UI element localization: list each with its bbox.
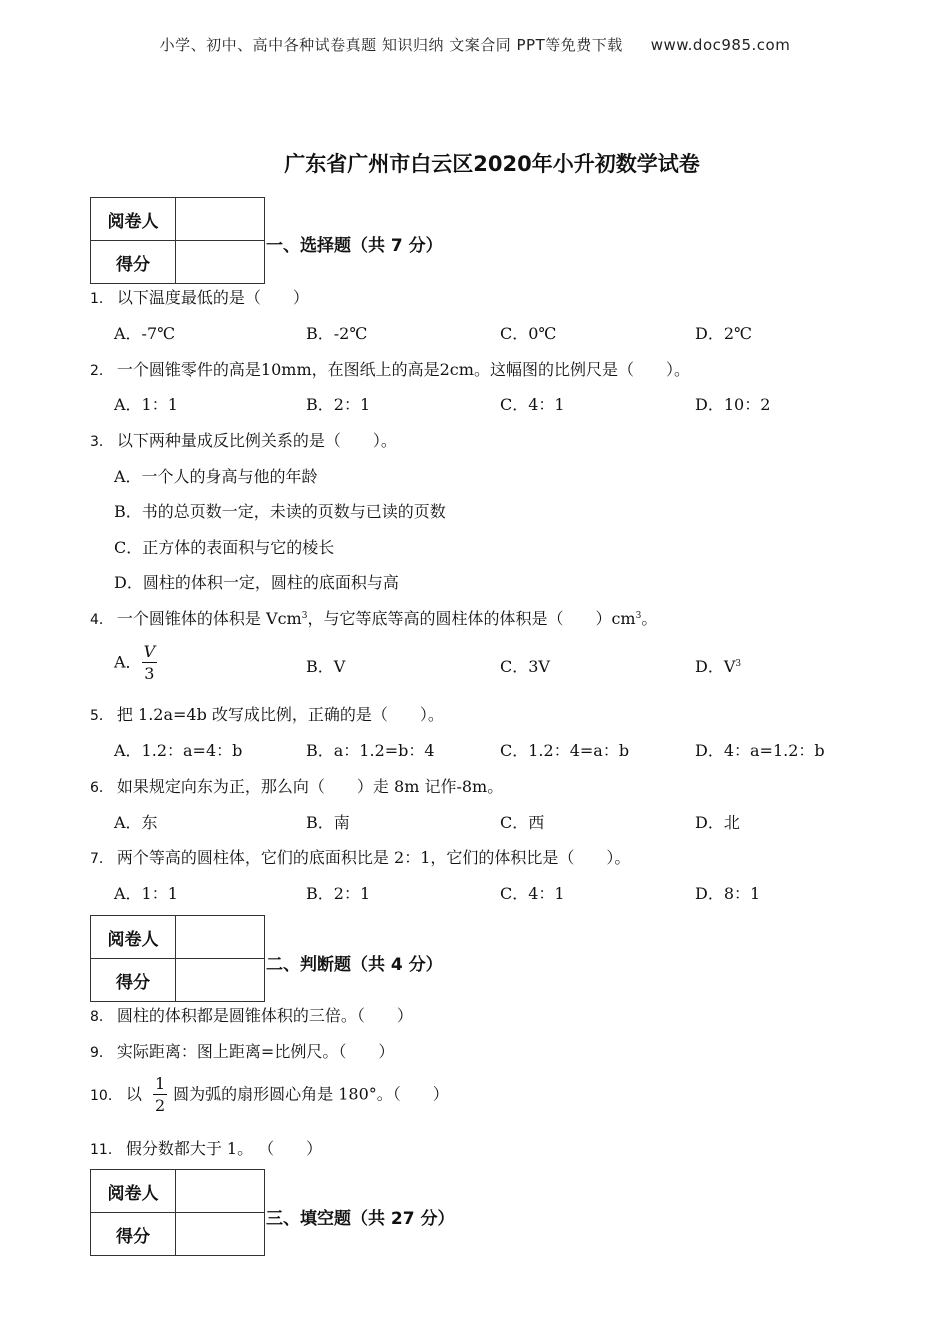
option: D．4：a=1.2：b: [695, 741, 825, 760]
option: [695, 654, 741, 677]
option: D．圆柱的体积一定，圆柱的底面积与高: [114, 573, 399, 592]
reviewer-label: 阅卷人: [91, 198, 176, 241]
option: B．2：1: [306, 395, 371, 414]
superscript: 3: [735, 659, 742, 669]
question-text: 实际距离：图上距离=比例尺。（ ）: [116, 1042, 395, 1061]
question-text: 把 1.2a=4b 改写成比例，正确的是（ ）。: [116, 705, 444, 724]
score-table: [90, 915, 265, 1002]
question-text: 以下两种量成反比例关系的是（ ）。: [116, 431, 397, 450]
superscript: 3: [635, 611, 642, 621]
page-title: 广东省广州市白云区2020年小升初数学试卷: [284, 152, 700, 176]
option: C．4：1: [500, 395, 565, 414]
score-cell: [176, 241, 265, 284]
question: [90, 285, 309, 308]
question: [90, 606, 657, 629]
question-text: ，与它等底等高的圆柱体的体积是（ ）cm: [307, 609, 636, 628]
section-heading: 三、填空题（共 27 分）: [266, 1209, 455, 1229]
option: C．西: [500, 813, 545, 832]
banner-url[interactable]: www.doc985.com: [650, 36, 791, 54]
option: C．4：1: [500, 884, 565, 903]
question-text: 一个圆锥零件的高是10mm，在图纸上的高是2cm。这幅图的比例尺是（ ）。: [116, 360, 690, 379]
question: [90, 1136, 322, 1159]
option: C．1.2：4=a：b: [500, 741, 630, 760]
fraction-denominator: 3: [144, 664, 155, 683]
question-number: 4．: [90, 612, 113, 628]
section-heading: 一、选择题（共 7 分）: [266, 236, 443, 256]
question-number: 3．: [90, 434, 113, 450]
reviewer-label: 阅卷人: [91, 916, 176, 959]
option-text: D．V: [695, 657, 736, 676]
question: [90, 845, 630, 868]
option: D．2℃: [695, 324, 752, 343]
option: C．0℃: [500, 324, 557, 343]
question-text: 圆为弧的扇形圆心角是 180°。（ ）: [173, 1084, 449, 1104]
question-number: 5．: [90, 708, 113, 724]
option-label: A．: [114, 652, 142, 672]
option: A．-7℃: [114, 324, 176, 343]
option: B．南: [306, 813, 350, 832]
question: [90, 357, 690, 380]
option: A．1.2：a=4：b: [114, 741, 243, 760]
score-table: [90, 197, 265, 284]
option: A．1：1: [114, 395, 178, 414]
fraction-numerator: V: [143, 642, 156, 661]
option: A．一个人的身高与他的年龄: [114, 467, 318, 486]
question-text: 假分数都大于 1。 （ ）: [125, 1139, 323, 1158]
question-number: 6．: [90, 780, 113, 796]
question-number: 11．: [90, 1142, 122, 1158]
reviewer-cell: [176, 198, 265, 241]
question: [90, 1003, 413, 1026]
question-text: 如果规定向东为正，那么向（ ）走 8m 记作-8m。: [116, 777, 504, 796]
question-text: 一个圆锥体的体积是 Vcm: [116, 609, 302, 628]
option: B．a：1.2=b：4: [306, 741, 435, 760]
question-text: 两个等高的圆柱体，它们的底面积比是 2：1，它们的体积比是（ ）。: [116, 848, 631, 867]
question-number: 7．: [90, 851, 113, 867]
score-label: 得分: [91, 959, 176, 1002]
question: [90, 1039, 394, 1062]
question-number: 9．: [90, 1045, 113, 1061]
question-number: 1．: [90, 291, 113, 307]
fraction: [153, 1076, 167, 1114]
score-label: 得分: [91, 1213, 176, 1256]
fraction: [142, 644, 158, 682]
question-number: 2．: [90, 363, 113, 379]
option: D．8：1: [695, 884, 761, 903]
score-cell: [176, 959, 265, 1002]
option: B．V: [306, 657, 346, 676]
option: A．1：1: [114, 884, 178, 903]
reviewer-label: 阅卷人: [91, 1170, 176, 1213]
score-cell: [176, 1213, 265, 1256]
option: D．10：2: [695, 395, 771, 414]
question: [90, 774, 503, 797]
question: [90, 1076, 449, 1114]
site-banner: [0, 34, 950, 55]
option: D．北: [695, 813, 740, 832]
question-text: 以下温度最低的是（ ）: [116, 288, 309, 307]
option: [114, 644, 157, 682]
question-number: 10．: [90, 1087, 122, 1104]
section-heading: 二、判断题（共 4 分）: [266, 955, 443, 975]
score-table: [90, 1169, 265, 1256]
score-label: 得分: [91, 241, 176, 284]
option: C．正方体的表面积与它的棱长: [114, 538, 335, 557]
question: [90, 702, 444, 725]
question-text: 以: [125, 1084, 142, 1104]
question-text: 。: [641, 609, 658, 628]
option: A．东: [114, 813, 158, 832]
reviewer-cell: [176, 1170, 265, 1213]
option: B．-2℃: [306, 324, 368, 343]
reviewer-cell: [176, 916, 265, 959]
question-number: 8．: [90, 1009, 113, 1025]
fraction-denominator: 2: [154, 1096, 166, 1115]
fraction-numerator: 1: [154, 1074, 166, 1093]
superscript: 3: [301, 611, 308, 621]
option: B．书的总页数一定，未读的页数与已读的页数: [114, 502, 446, 521]
option: C．3V: [500, 657, 550, 676]
option: B．2：1: [306, 884, 371, 903]
banner-text: 小学、初中、高中各种试卷真题 知识归纳 文案合同 PPT等免费下载: [159, 36, 623, 54]
question: [90, 428, 397, 451]
question-text: 圆柱的体积都是圆锥体积的三倍。（ ）: [116, 1006, 413, 1025]
